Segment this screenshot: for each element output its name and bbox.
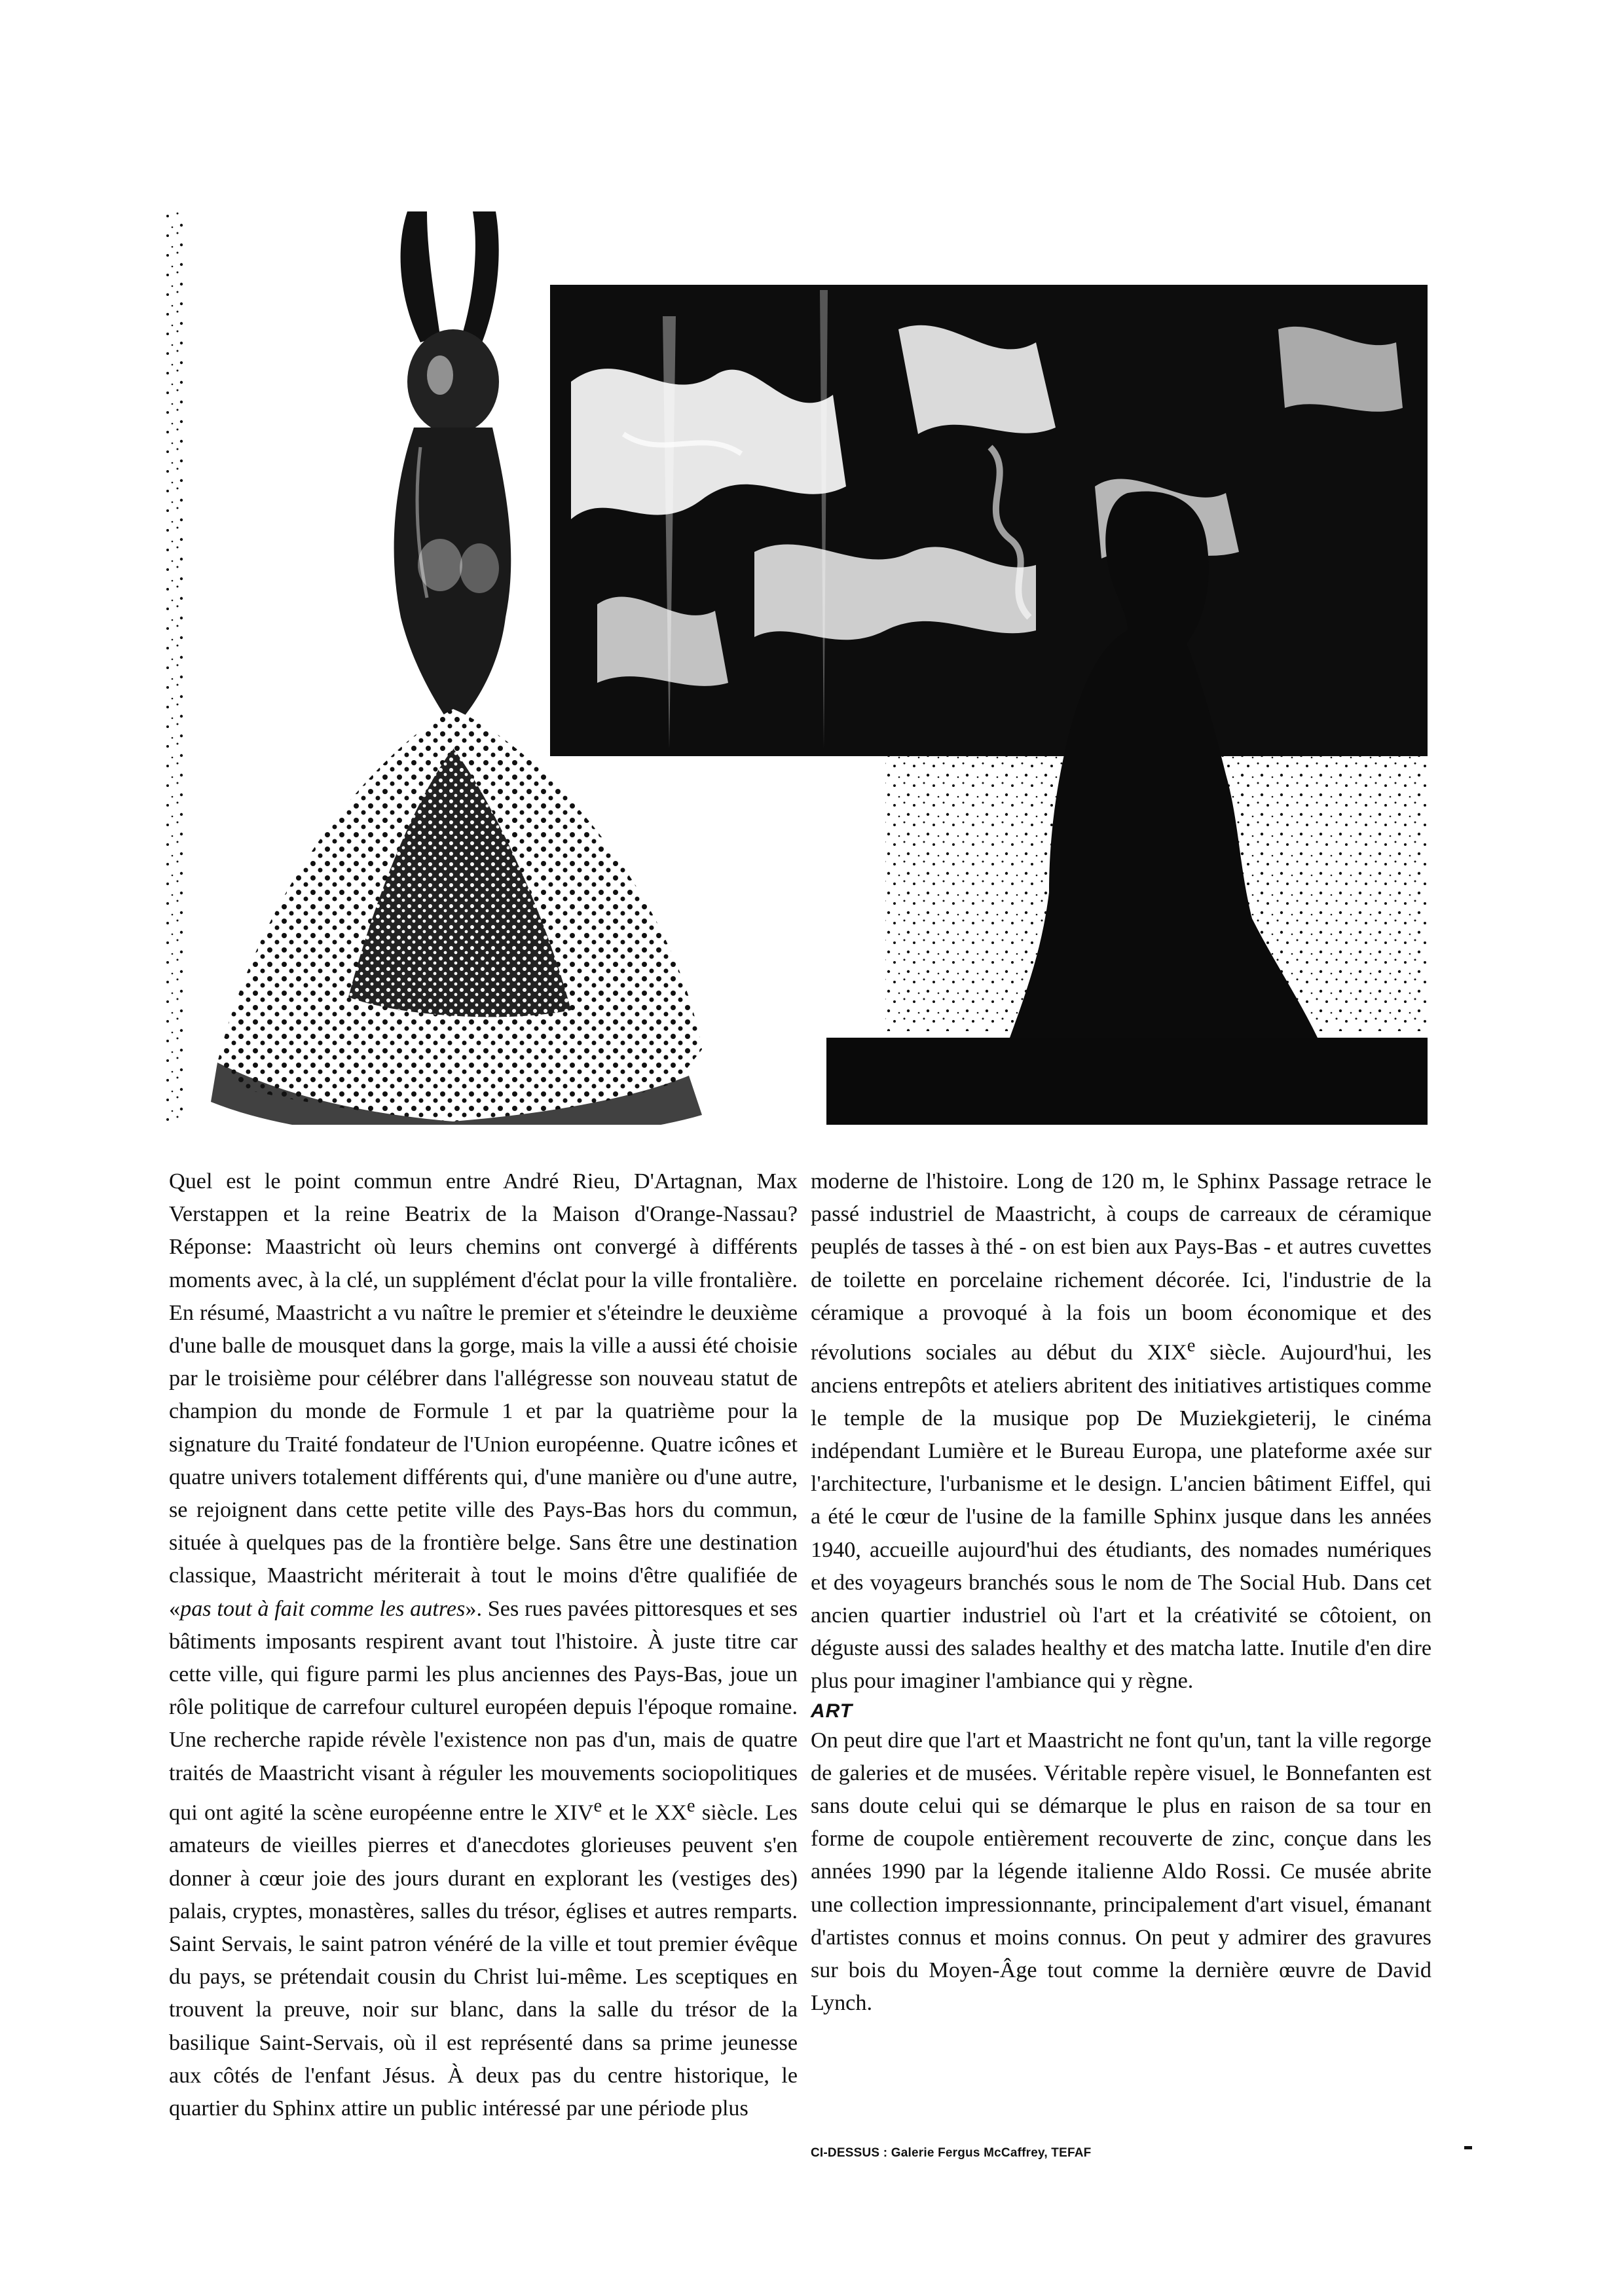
intro-text-e-continued: siècle. Aujourd'hui, les anciens entrepôts et ateliers abritent des initiatives artistiques comme le temple de la musique pop De Muziekgieterij, le cinéma indépendant Lumière et le Bureau Europa, une plateforme axée sur l'architecture, l'urbanisme et le design. L'ancien bâtiment Eiffel, qui a été le cœur de l'usine de la famille Sphinx jusque dans les années 1940, accueille aujourd'hui des étudiants, des nomades numériques et des voyageurs branchés sous le nom de The Social Hub. Dans cet ancien quartier industriel où l'art et la créativité se côtoient, on déguste aussi des salades healthy et des matcha latte. Inutile d'en dire plus pour imaginer l'ambiance qui y règne. — [811, 1340, 1431, 1694]
intro-text-b: ». Ses rues pavées pittoresques et ses bâtiments imposants respirent avant tout l'histoire. À juste titre car cette ville, qui figure parmi les plus anciennes des Pays-Bas, joue un rôle politique de carrefour culturel européen depuis l'époque romaine. Une recherche rapide révèle l'existence non pas d'un, mais de quatre traités de Maastricht visant à réguler les mouvements sociopolitiques qui ont agité la scène européenne entre le XIV — [169, 1596, 798, 1825]
floor-shadow — [826, 1038, 1428, 1138]
article-column-left — [169, 1165, 798, 2125]
intro-text-c: et le XX — [602, 1800, 687, 1825]
superscript-e: e — [686, 1795, 695, 1816]
credit-label: CI-DESSUS — [811, 2146, 880, 2160]
article-body-continued — [811, 1165, 1431, 1698]
superscript-e: e — [1187, 1336, 1196, 1357]
superscript-e: e — [593, 1795, 602, 1816]
intro-text-a: Quel est le point commun entre André Rieu, D'Artagnan, Max Verstappen et la reine Beatrix de la Maison d'Orange-Nassau? Réponse: Maastricht où leurs chemins ont convergé à différents moments avec, à la clé, un supplément d'éclat pour la ville frontalière. En résumé, Maastricht a vu naître le premier et s'éteindre le deuxième d'une balle de mousquet dans la gorge, mais la ville a aussi été choisie par le troisième pour célébrer dans l'allégresse son nouveau statut de champion du monde de Formule 1 et par la quatrième pour la signature du Traité fondateur de l'Union européenne. Quatre icônes et quatre univers totalement différents qui, d'une manière ou d'une autre, se rejoignent dans cette petite ville des Pays-Bas hors du commun, située à quelques pas de la frontière belge. Sans être une destination classique, Maastricht mériterait à tout le moins d'être qualifiée de « — [169, 1169, 798, 1621]
page-mark — [1464, 2146, 1472, 2149]
gallery-illustration — [165, 211, 1428, 1138]
art-paragraph: On peut dire que l'art et Maastricht ne font qu'un, tant la ville regorge de galeries et de musées. Véritable repère visuel, le Bonnefanten est sans doute celui qui se démarque le plus en raison de sa tour en forme de coupole entièrement recouverte de zinc, conçue dans les années 1990 par la légende italienne Aldo Rossi. Ce musée abrite une collection impressionnante, principalement d'art visuel, émanant d'artistes connus et moins connus. On peut y admirer des gravures sur bois du Moyen-Âge tout comme la dernière œuvre de David Lynch. — [811, 1728, 1431, 2016]
article-body — [169, 1165, 798, 2125]
photo-credit — [811, 2146, 1091, 2160]
section-label-art: ART — [811, 1700, 853, 1722]
credit-text: Galerie Fergus McCaffrey, TEFAF — [891, 2146, 1092, 2160]
intro-text-d-continued: moderne de l'histoire. Long de 120 m, le Sphinx Passage retrace le passé industriel de Maastricht, à coups de carreaux de céramique peuplés de tasses à thé - on est bien aux Pays-Bas - et autres cuvettes de toilette en porcelaine richement décorée. Ici, l'industrie de la céramique a provoqué à la fois un boom économique et des révolutions sociales au début du XIX — [811, 1169, 1431, 1365]
intro-italic-quote: pas tout à fait comme les autres — [180, 1596, 466, 1621]
article-column-right — [811, 1165, 1431, 2020]
wall-texture — [165, 211, 185, 1138]
abstract-painting — [550, 285, 1428, 756]
gallery-photo — [165, 211, 1428, 1138]
credit-separator: : — [879, 2146, 891, 2160]
intro-text-d: siècle. Les amateurs de vieilles pierres et d'anecdotes glorieuses peuvent s'en donner à cœur joie des jours durant en explorant les (vestiges des) palais, cryptes, monastères, salles du trésor, églises et autres remparts. Saint Servais, le saint patron vénéré de la ville et tout premier évêque du pays, se prétendait cousin du Christ lui-même. Les sceptiques en trouvent la preuve, noir sur blanc, dans la salle du trésor de la basilique Saint-Servais, où il est représenté dans sa prime jeunesse aux côtés de l'enfant Jésus. À deux pas du centre historique, le quartier du Sphinx attire un public intéressé par une période plus — [169, 1800, 798, 2121]
